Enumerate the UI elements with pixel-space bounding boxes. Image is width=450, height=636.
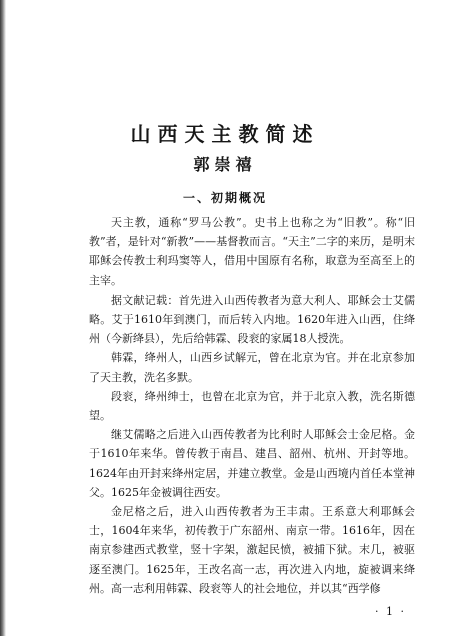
article-author: 郭崇禧	[193, 155, 257, 174]
article-title: 山西天主教简述	[130, 122, 320, 146]
scan-edge-shadow	[0, 0, 6, 636]
section-heading: 一、初期概况	[182, 191, 267, 205]
paragraph-5: 继艾儒略之后进入山西传教者为比利时人耶稣会士金尼格。金于1610年来华。曾传教于南昌、建昌、韶州、杭州、开封等地。1624年由开封来绛州定居，并建立教堂。金是山西境内首任本堂神父。1625年金被调往西安。	[89, 428, 415, 499]
paragraph-4: 段衮，绛州绅士，也曾在北京为官，并于北京入教，洗名斯德望。	[89, 389, 415, 423]
paragraph-2: 据文献记载：首先进入山西传教者为意大利人、耶稣会士艾儒略。艾于1610年到澳门，而后转入内地。1620年进入山西，住绛州（今新绛县），先后给韩霖、段衮的家属18人授洗。	[89, 293, 415, 346]
paragraph-1: 天主教，通称“罗马公教”。史书上也称之为“旧教”。称“旧教”者，是针对“新教”——基督教而言。“天主”二字的来历，是明末耶稣会传教士利玛窦等人，借用中国原有名称，取意为至高至上的主宰。	[89, 216, 415, 287]
article-body	[89, 213, 415, 598]
page-number: · 1 ·	[375, 605, 406, 618]
paragraph-3: 韩霖，绛州人，山西乡试解元，曾在北京为官。并在北京参加了天主教，洗名多默。	[89, 351, 415, 384]
paragraph-6: 金尼格之后，进入山西传教者为王丰肃。王系意大利耶稣会士，1604年来华，初传教于广东韶州、南京一带。1616年，因在南京参建西式教堂，竖十字架，激起民愤，被捕下狱。末几，被驱逐至澳门。1625年，王改名高一志，再次进入内地，旋被调来绛州。高一志利用韩霖、段衮等人的社会地位，并以其“西学修	[89, 505, 415, 595]
